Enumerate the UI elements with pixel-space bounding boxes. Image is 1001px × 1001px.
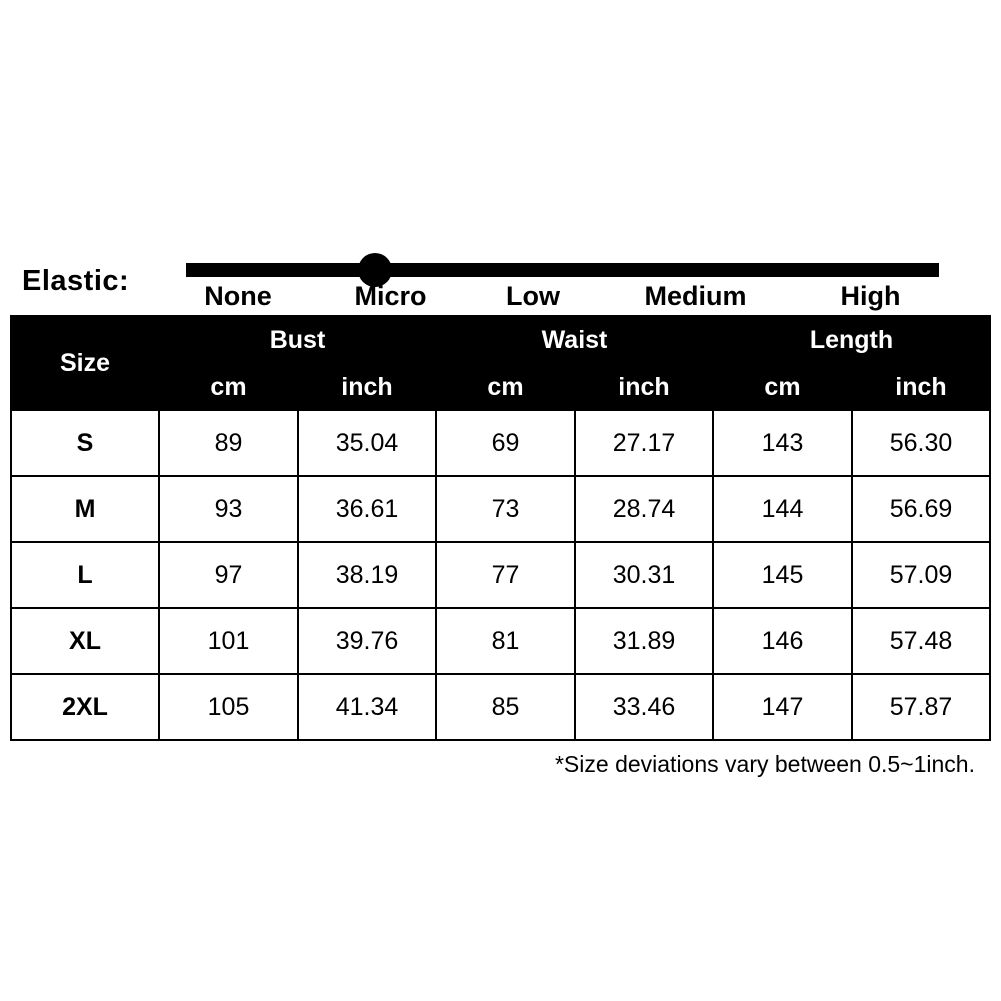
header-waist-cm: cm — [436, 364, 575, 410]
table-row — [11, 542, 990, 608]
header-bust-cm: cm — [159, 364, 298, 410]
table-row — [11, 674, 990, 740]
elastic-slider[interactable] — [158, 247, 991, 315]
header-length-cm: cm — [713, 364, 852, 410]
size-deviation-note: *Size deviations vary between 0.5~1inch. — [554, 751, 975, 777]
cell-length-cm: 146 — [713, 608, 852, 674]
cell-waist-inch: 31.89 — [575, 608, 713, 674]
cell-bust-inch: 35.04 — [298, 410, 436, 476]
size-chart — [10, 247, 991, 778]
row-size-label: M — [11, 476, 159, 542]
header-bust: Bust — [159, 316, 436, 364]
header-length-inch: inch — [852, 364, 990, 410]
elastic-level-none: None — [204, 281, 272, 311]
cell-waist-inch: 28.74 — [575, 476, 713, 542]
slider-track — [186, 263, 939, 277]
measurements-table — [10, 315, 991, 741]
cell-bust-inch: 38.19 — [298, 542, 436, 608]
cell-length-inch: 56.69 — [852, 476, 990, 542]
cell-length-inch: 56.30 — [852, 410, 990, 476]
table-group-header-row — [11, 316, 990, 364]
row-size-label: XL — [11, 608, 159, 674]
row-size-label: L — [11, 542, 159, 608]
header-size: Size — [11, 316, 159, 410]
row-size-label: 2XL — [11, 674, 159, 740]
cell-length-inch: 57.48 — [852, 608, 990, 674]
cell-length-cm: 147 — [713, 674, 852, 740]
cell-waist-cm: 73 — [436, 476, 575, 542]
table-row — [11, 476, 990, 542]
cell-waist-inch: 27.17 — [575, 410, 713, 476]
header-waist-inch: inch — [575, 364, 713, 410]
header-bust-inch: inch — [298, 364, 436, 410]
cell-bust-cm: 89 — [159, 410, 298, 476]
cell-waist-cm: 77 — [436, 542, 575, 608]
elastic-level-low: Low — [506, 281, 560, 311]
cell-bust-inch: 36.61 — [298, 476, 436, 542]
cell-bust-cm: 97 — [159, 542, 298, 608]
header-waist: Waist — [436, 316, 713, 364]
cell-length-inch: 57.87 — [852, 674, 990, 740]
elastic-level-micro: Micro — [354, 281, 427, 311]
cell-bust-inch: 39.76 — [298, 608, 436, 674]
cell-length-cm: 143 — [713, 410, 852, 476]
cell-bust-cm: 101 — [159, 608, 298, 674]
cell-waist-inch: 33.46 — [575, 674, 713, 740]
table-row — [11, 608, 990, 674]
row-size-label: S — [11, 410, 159, 476]
elastic-label: Elastic: — [22, 264, 130, 297]
cell-bust-cm: 93 — [159, 476, 298, 542]
elastic-row — [10, 247, 991, 315]
cell-waist-cm: 69 — [436, 410, 575, 476]
cell-bust-inch: 41.34 — [298, 674, 436, 740]
cell-length-cm: 144 — [713, 476, 852, 542]
elastic-level-medium: Medium — [644, 281, 747, 311]
table-row — [11, 410, 990, 476]
cell-waist-cm: 81 — [436, 608, 575, 674]
cell-waist-inch: 30.31 — [575, 542, 713, 608]
cell-bust-cm: 105 — [159, 674, 298, 740]
slider-tick-labels — [158, 281, 991, 312]
header-length: Length — [713, 316, 990, 364]
elastic-level-high: High — [840, 281, 901, 311]
cell-length-inch: 57.09 — [852, 542, 990, 608]
cell-length-cm: 145 — [713, 542, 852, 608]
cell-waist-cm: 85 — [436, 674, 575, 740]
